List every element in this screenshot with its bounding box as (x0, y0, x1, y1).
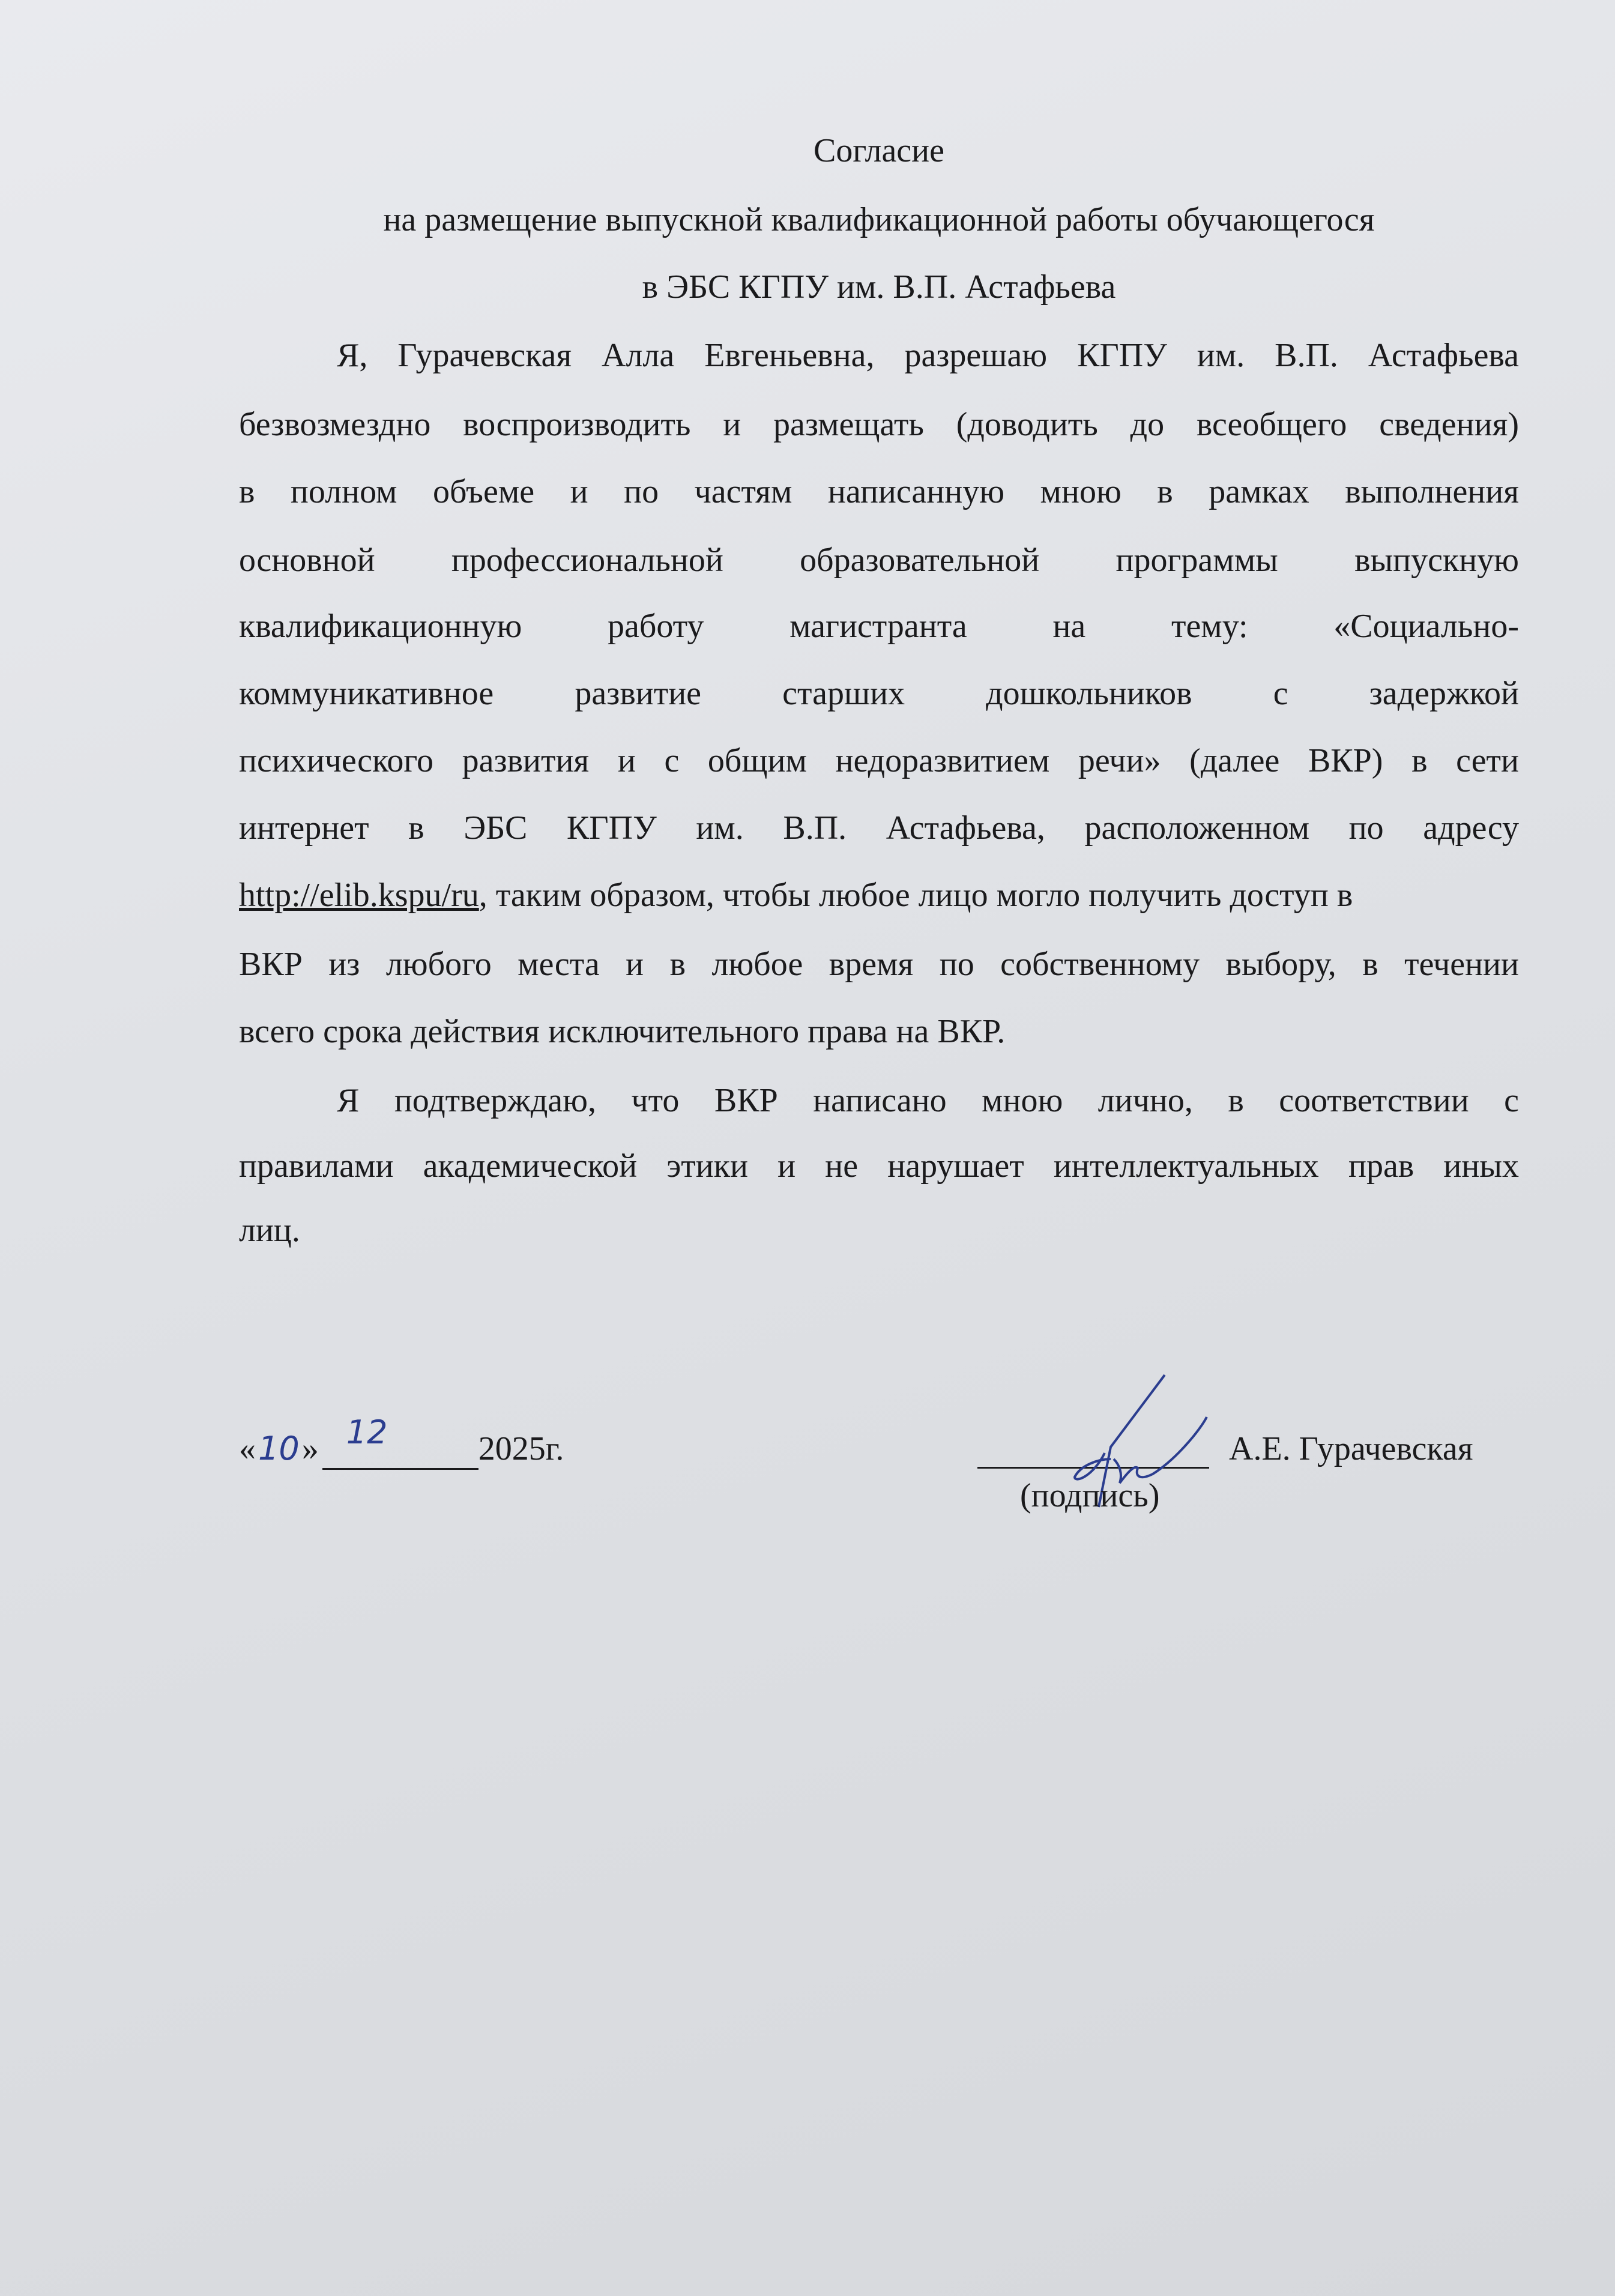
paragraph-line: правилами академической этики и не нарушает интеллектуальных прав иных (239, 1147, 1519, 1185)
paragraph-line-text: , таким образом, чтобы любое лицо могло получить доступ в (478, 877, 1353, 914)
document-subtitle: в ЭБС КГПУ им. В.П. Астафьева (642, 268, 1116, 306)
date-block (239, 1413, 564, 1470)
paragraph-line: ВКР из любого места и в любое время по собственному выбору, в течении (239, 946, 1519, 983)
paragraph-line: коммуникативное развитие старших дошкольников с задержкой (239, 675, 1519, 712)
signature-caption: (подпись) (1020, 1477, 1160, 1514)
paragraph-line: в полном объеме и по частям написанную мною в рамках выполнения (239, 473, 1519, 510)
signatory-name: А.Е. Гурачевская (1229, 1430, 1473, 1467)
paragraph-line-with-link (239, 874, 1519, 916)
date-month-handwritten: 12 (346, 1413, 388, 1451)
date-close-quote: » (301, 1430, 319, 1467)
paragraph-line: квалификационную работу магистранта на тему: «Социально- (239, 608, 1519, 645)
date-day-handwritten: 10 (258, 1430, 300, 1467)
elib-link[interactable]: http://elib.kspu/ru (239, 877, 479, 914)
paragraph-line: интернет в ЭБС КГПУ им. В.П. Астафьева, расположенном по адресу (239, 809, 1519, 847)
paragraph-line: безвозмездно воспроизводить и размещать (доводить до всеобщего сведения) (239, 406, 1519, 443)
paragraph-line: основной профессиональной образовательной программы выпускную (239, 542, 1519, 579)
paragraph-line: психического развития и с общим недоразвитием речи» (далее ВКР) в сети (239, 742, 1519, 779)
paragraph-line: Я, Гурачевская Алла Евгеньевна, разрешаю КГПУ им. В.П. Астафьева (337, 337, 1519, 374)
date-month-underline (322, 1413, 478, 1470)
date-year: 2025г. (478, 1430, 564, 1467)
paragraph-line: Я подтверждаю, что ВКР написано мною лично, в соответствии с (337, 1082, 1519, 1119)
document-subtitle: на размещение выпускной квалификационной работы обучающегося (383, 201, 1375, 238)
document-title: Согласие (814, 132, 944, 169)
paragraph-line: лиц. (239, 1212, 300, 1249)
paragraph-line: всего срока действия исключительного права на ВКР. (239, 1013, 1006, 1050)
date-open-quote: « (239, 1430, 256, 1467)
